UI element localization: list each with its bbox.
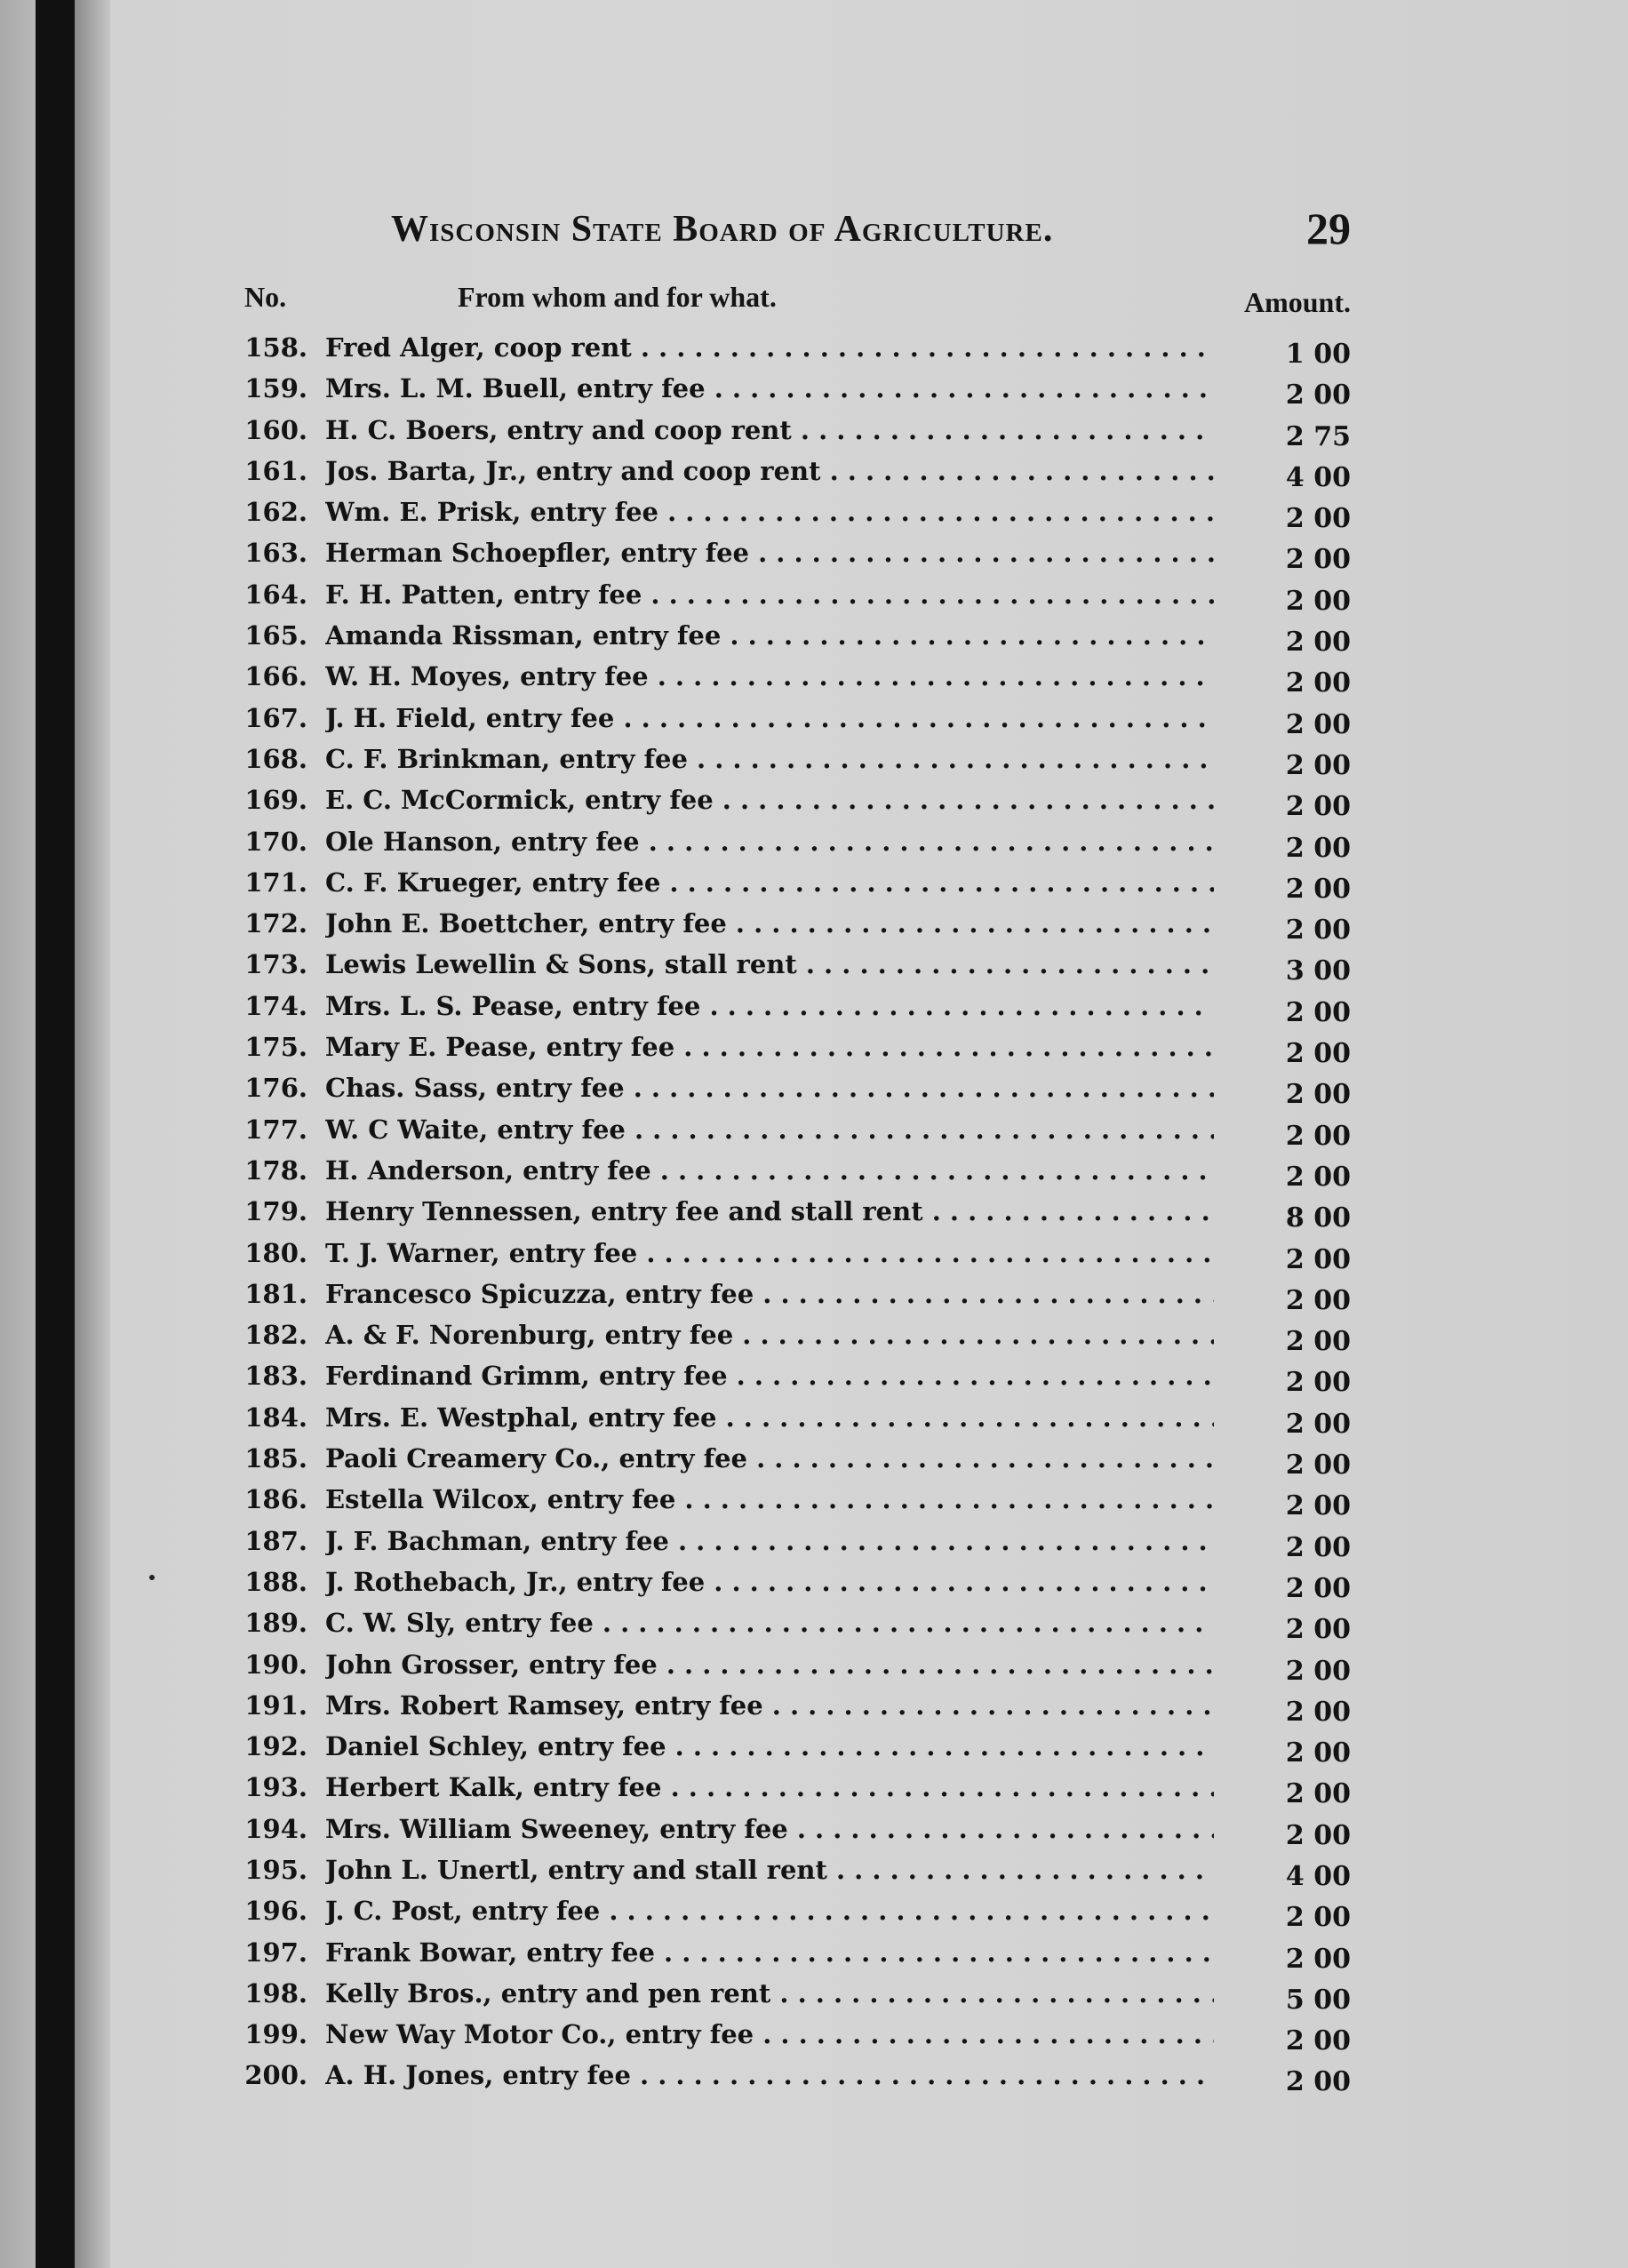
entry-amount: 2 00 <box>1285 503 1351 535</box>
entry-number: 161. <box>244 455 307 486</box>
entry-number: 159. <box>244 373 307 404</box>
entry-number: 190. <box>244 1649 307 1680</box>
entry-description: W. H. Moyes, entry fee . . . <box>325 656 1214 697</box>
ledger-row <box>222 862 1351 903</box>
entry-description: Wm. E. Prisk, entry fee . . . <box>325 491 1214 532</box>
ledger-row <box>222 656 1351 697</box>
entry-description: Herbert Kalk, entry fee . . . <box>325 1767 1214 1808</box>
entry-description: John L. Unertl, entry and stall rent . . . <box>325 1849 1214 1890</box>
ledger-row <box>222 1521 1351 1561</box>
entry-number: 195. <box>244 1854 307 1885</box>
entry-number: 184. <box>244 1402 307 1433</box>
ledger-row <box>222 1644 1351 1685</box>
entry-description: T. J. Warner, entry fee . . . <box>325 1233 1214 1274</box>
entry-number: 200. <box>244 2060 307 2091</box>
entry-number: 196. <box>244 1896 307 1927</box>
entry-description: Mrs. L. M. Buell, entry fee . . . <box>325 368 1214 409</box>
entry-amount: 4 00 <box>1285 1860 1351 1892</box>
entry-number: 189. <box>244 1608 307 1639</box>
ledger-row <box>222 1438 1351 1479</box>
entry-description: Ferdinand Grimm, entry fee . . . <box>325 1355 1214 1396</box>
ledger-row <box>222 1109 1351 1150</box>
ledger-row <box>222 1479 1351 1520</box>
gutter-shade <box>75 0 110 2268</box>
ledger-row <box>222 779 1351 823</box>
entry-amount: 2 00 <box>1285 1614 1351 1646</box>
entry-amount: 2 00 <box>1285 708 1351 740</box>
ledger-row <box>222 739 1351 779</box>
entry-number: 158. <box>244 332 307 363</box>
ledger-row <box>222 1026 1351 1070</box>
entry-description: J. F. Bachman, entry fee . . . <box>325 1521 1214 1561</box>
ledger-table <box>222 327 1351 2096</box>
entry-description: Mary E. Pease, entry fee . . . <box>325 1026 1214 1067</box>
ledger-row <box>222 986 1351 1026</box>
ledger-row <box>222 574 1351 615</box>
entry-amount: 2 00 <box>1285 1572 1351 1604</box>
entry-description: H. C. Boers, entry and coop rent . . . <box>325 410 1214 451</box>
entry-description: John Grosser, entry fee . . . <box>325 1644 1214 1685</box>
entry-amount: 2 00 <box>1285 1531 1351 1563</box>
entry-number: 194. <box>244 1813 307 1844</box>
entry-number: 188. <box>244 1566 307 1597</box>
entry-number: 167. <box>244 702 307 733</box>
entry-description: F. H. Patten, entry fee . . . <box>325 574 1214 615</box>
entry-number: 174. <box>244 990 307 1021</box>
entry-amount: 3 00 <box>1285 955 1351 987</box>
ledger-row <box>222 491 1351 535</box>
ledger-row <box>222 1355 1351 1399</box>
ledger-row <box>222 1809 1351 1849</box>
ledger-row <box>222 1397 1351 1438</box>
ledger-row <box>222 1685 1351 1726</box>
entry-amount: 2 00 <box>1285 1161 1351 1193</box>
entry-amount: 2 00 <box>1285 791 1351 823</box>
entry-number: 168. <box>244 743 307 774</box>
entry-number: 169. <box>244 785 307 816</box>
entry-amount: 2 00 <box>1285 1737 1351 1769</box>
entry-description: John E. Boettcher, entry fee . . . <box>325 903 1214 944</box>
entry-number: 175. <box>244 1032 307 1063</box>
entry-description: Mrs. William Sweeney, entry fee . . . <box>325 1809 1214 1849</box>
entry-number: 197. <box>244 1937 307 1968</box>
entry-description: Mrs. E. Westphal, entry fee . . . <box>325 1397 1214 1438</box>
entry-description: Francesco Spicuzza, entry fee . . . <box>325 1274 1214 1314</box>
entry-amount: 2 00 <box>1285 1079 1351 1111</box>
entry-number: 165. <box>244 620 307 651</box>
ledger-row <box>222 1561 1351 1602</box>
entry-amount: 2 00 <box>1285 1943 1351 1975</box>
binding-shadow <box>36 0 75 2268</box>
entry-amount: 2 00 <box>1285 1284 1351 1316</box>
entry-number: 164. <box>244 579 307 610</box>
entry-number: 171. <box>244 866 307 898</box>
entry-description: A. H. Jones, entry fee . . . <box>325 2055 1214 2096</box>
entry-number: 179. <box>244 1196 307 1227</box>
entry-number: 177. <box>244 1114 307 1145</box>
running-head <box>391 203 1351 265</box>
entry-description: Amanda Rissman, entry fee . . . <box>325 615 1214 656</box>
column-headers <box>222 281 1351 325</box>
ledger-row <box>222 2055 1351 2096</box>
entry-number: 187. <box>244 1525 307 1556</box>
entry-number: 172. <box>244 908 307 939</box>
ledger-row <box>222 615 1351 659</box>
entry-description: Herman Schoepfler, entry fee . . . <box>325 532 1214 573</box>
entry-amount: 2 00 <box>1285 1655 1351 1687</box>
ledger-row <box>222 1233 1351 1274</box>
entry-amount: 2 00 <box>1285 1696 1351 1728</box>
entry-number: 173. <box>244 949 307 980</box>
ledger-row <box>222 1973 1351 2014</box>
entry-amount: 5 00 <box>1285 1984 1351 2016</box>
entry-amount: 1 00 <box>1285 339 1351 370</box>
entry-number: 199. <box>244 2019 307 2050</box>
entry-description: Lewis Lewellin & Sons, stall rent . . . <box>325 944 1214 985</box>
entry-amount: 2 00 <box>1285 627 1351 659</box>
entry-amount: 2 00 <box>1285 2066 1351 2098</box>
ledger-row <box>222 821 1351 862</box>
entry-amount: 2 00 <box>1285 996 1351 1028</box>
column-header-amount: Amount. <box>1243 286 1351 318</box>
page-number: 29 <box>1306 204 1351 253</box>
entry-description: C. F. Brinkman, entry fee . . . <box>325 739 1214 779</box>
entry-description: J. C. Post, entry fee . . . <box>325 1890 1214 1931</box>
ledger-row <box>222 1932 1351 1973</box>
entry-number: 166. <box>244 661 307 692</box>
entry-amount: 2 75 <box>1285 420 1351 452</box>
entry-description: C. W. Sly, entry fee . . . <box>325 1602 1214 1643</box>
entry-number: 191. <box>244 1689 307 1721</box>
page-edge <box>0 0 36 2268</box>
entry-amount: 2 00 <box>1285 1326 1351 1358</box>
entry-amount: 2 00 <box>1285 1902 1351 1934</box>
entry-number: 178. <box>244 1154 307 1186</box>
entry-description: Henry Tennessen, entry fee and stall rent . . . <box>325 1191 1214 1232</box>
entry-amount: 2 00 <box>1285 1449 1351 1481</box>
ledger-row <box>222 1890 1351 1934</box>
entry-amount: 2 00 <box>1285 544 1351 576</box>
ledger-row <box>222 1274 1351 1314</box>
entry-description: Mrs. L. S. Pease, entry fee . . . <box>325 986 1214 1026</box>
ledger-row <box>222 1602 1351 1646</box>
entry-amount: 2 00 <box>1285 2025 1351 2057</box>
ledger-row <box>222 1314 1351 1358</box>
entry-description: Fred Alger, coop rent . . . <box>325 327 1214 368</box>
entry-number: 162. <box>244 497 307 528</box>
ink-mark <box>149 1575 155 1580</box>
entry-amount: 2 00 <box>1285 914 1351 946</box>
ledger-row <box>222 532 1351 576</box>
entry-amount: 2 00 <box>1285 1038 1351 1070</box>
entry-description: J. Rothebach, Jr., entry fee . . . <box>325 1561 1214 1602</box>
entry-description: Chas. Sass, entry fee . . . <box>325 1067 1214 1108</box>
entry-amount: 2 00 <box>1285 1367 1351 1399</box>
entry-description: Paoli Creamery Co., entry fee . . . <box>325 1438 1214 1479</box>
ledger-row <box>222 1191 1351 1232</box>
entry-description: Kelly Bros., entry and pen rent . . . <box>325 1973 1214 2014</box>
entry-amount: 2 00 <box>1285 1778 1351 1810</box>
running-title: Wisconsin State Board of Agriculture. <box>391 209 1054 250</box>
entry-number: 181. <box>244 1278 307 1309</box>
entry-amount: 2 00 <box>1285 1120 1351 1152</box>
entry-number: 180. <box>244 1237 307 1268</box>
entry-description: Ole Hanson, entry fee . . . <box>325 821 1214 862</box>
entry-number: 183. <box>244 1361 307 1392</box>
ledger-row <box>222 368 1351 409</box>
entry-description: Estella Wilcox, entry fee . . . <box>325 1479 1214 1520</box>
entry-description: New Way Motor Co., entry fee . . . <box>325 2014 1214 2055</box>
entry-amount: 2 00 <box>1285 832 1351 864</box>
entry-description: C. F. Krueger, entry fee . . . <box>325 862 1214 903</box>
entry-number: 170. <box>244 826 307 857</box>
entry-description: W. C Waite, entry fee . . . <box>325 1109 1214 1150</box>
entry-description: E. C. McCormick, entry fee . . . <box>325 779 1214 820</box>
entry-description: H. Anderson, entry fee . . . <box>325 1150 1214 1191</box>
ledger-row <box>222 944 1351 985</box>
ledger-row <box>222 903 1351 944</box>
entry-number: 160. <box>244 414 307 445</box>
ledger-row <box>222 1726 1351 1767</box>
entry-amount: 8 00 <box>1285 1202 1351 1234</box>
entry-description: Frank Bowar, entry fee . . . <box>325 1932 1214 1973</box>
entry-description: J. H. Field, entry fee . . . <box>325 698 1214 739</box>
ledger-row <box>222 2014 1351 2055</box>
entry-amount: 2 00 <box>1285 749 1351 781</box>
entry-description: A. & F. Norenburg, entry fee . . . <box>325 1314 1214 1355</box>
entry-amount: 2 00 <box>1285 1819 1351 1851</box>
column-header-no: No. <box>244 281 287 313</box>
ledger-row <box>222 327 1351 368</box>
entry-description: Mrs. Robert Ramsey, entry fee . . . <box>325 1685 1214 1726</box>
entry-amount: 2 00 <box>1285 667 1351 699</box>
ledger-row <box>222 698 1351 739</box>
ledger-row <box>222 1767 1351 1808</box>
entry-amount: 2 00 <box>1285 1408 1351 1440</box>
entry-amount: 2 00 <box>1285 873 1351 905</box>
entry-description: Daniel Schley, entry fee . . . <box>325 1726 1214 1767</box>
entry-description: Jos. Barta, Jr., entry and coop rent . . . <box>325 451 1214 491</box>
ledger-row <box>222 451 1351 491</box>
entry-number: 186. <box>244 1484 307 1515</box>
entry-number: 185. <box>244 1443 307 1474</box>
ledger-row <box>222 1150 1351 1191</box>
column-header-description: From whom and for what. <box>458 281 777 313</box>
entry-number: 163. <box>244 538 307 569</box>
entry-amount: 2 00 <box>1285 379 1351 411</box>
entry-number: 192. <box>244 1731 307 1762</box>
entry-amount: 2 00 <box>1285 1243 1351 1275</box>
ledger-row <box>222 1849 1351 1890</box>
entry-amount: 2 00 <box>1285 585 1351 617</box>
ledger-row <box>222 410 1351 451</box>
entry-number: 198. <box>244 1977 307 2008</box>
entry-amount: 4 00 <box>1285 461 1351 493</box>
entry-number: 176. <box>244 1073 307 1104</box>
entry-amount: 2 00 <box>1285 1490 1351 1522</box>
entry-number: 193. <box>244 1772 307 1803</box>
entry-number: 182. <box>244 1320 307 1351</box>
ledger-row <box>222 1067 1351 1111</box>
